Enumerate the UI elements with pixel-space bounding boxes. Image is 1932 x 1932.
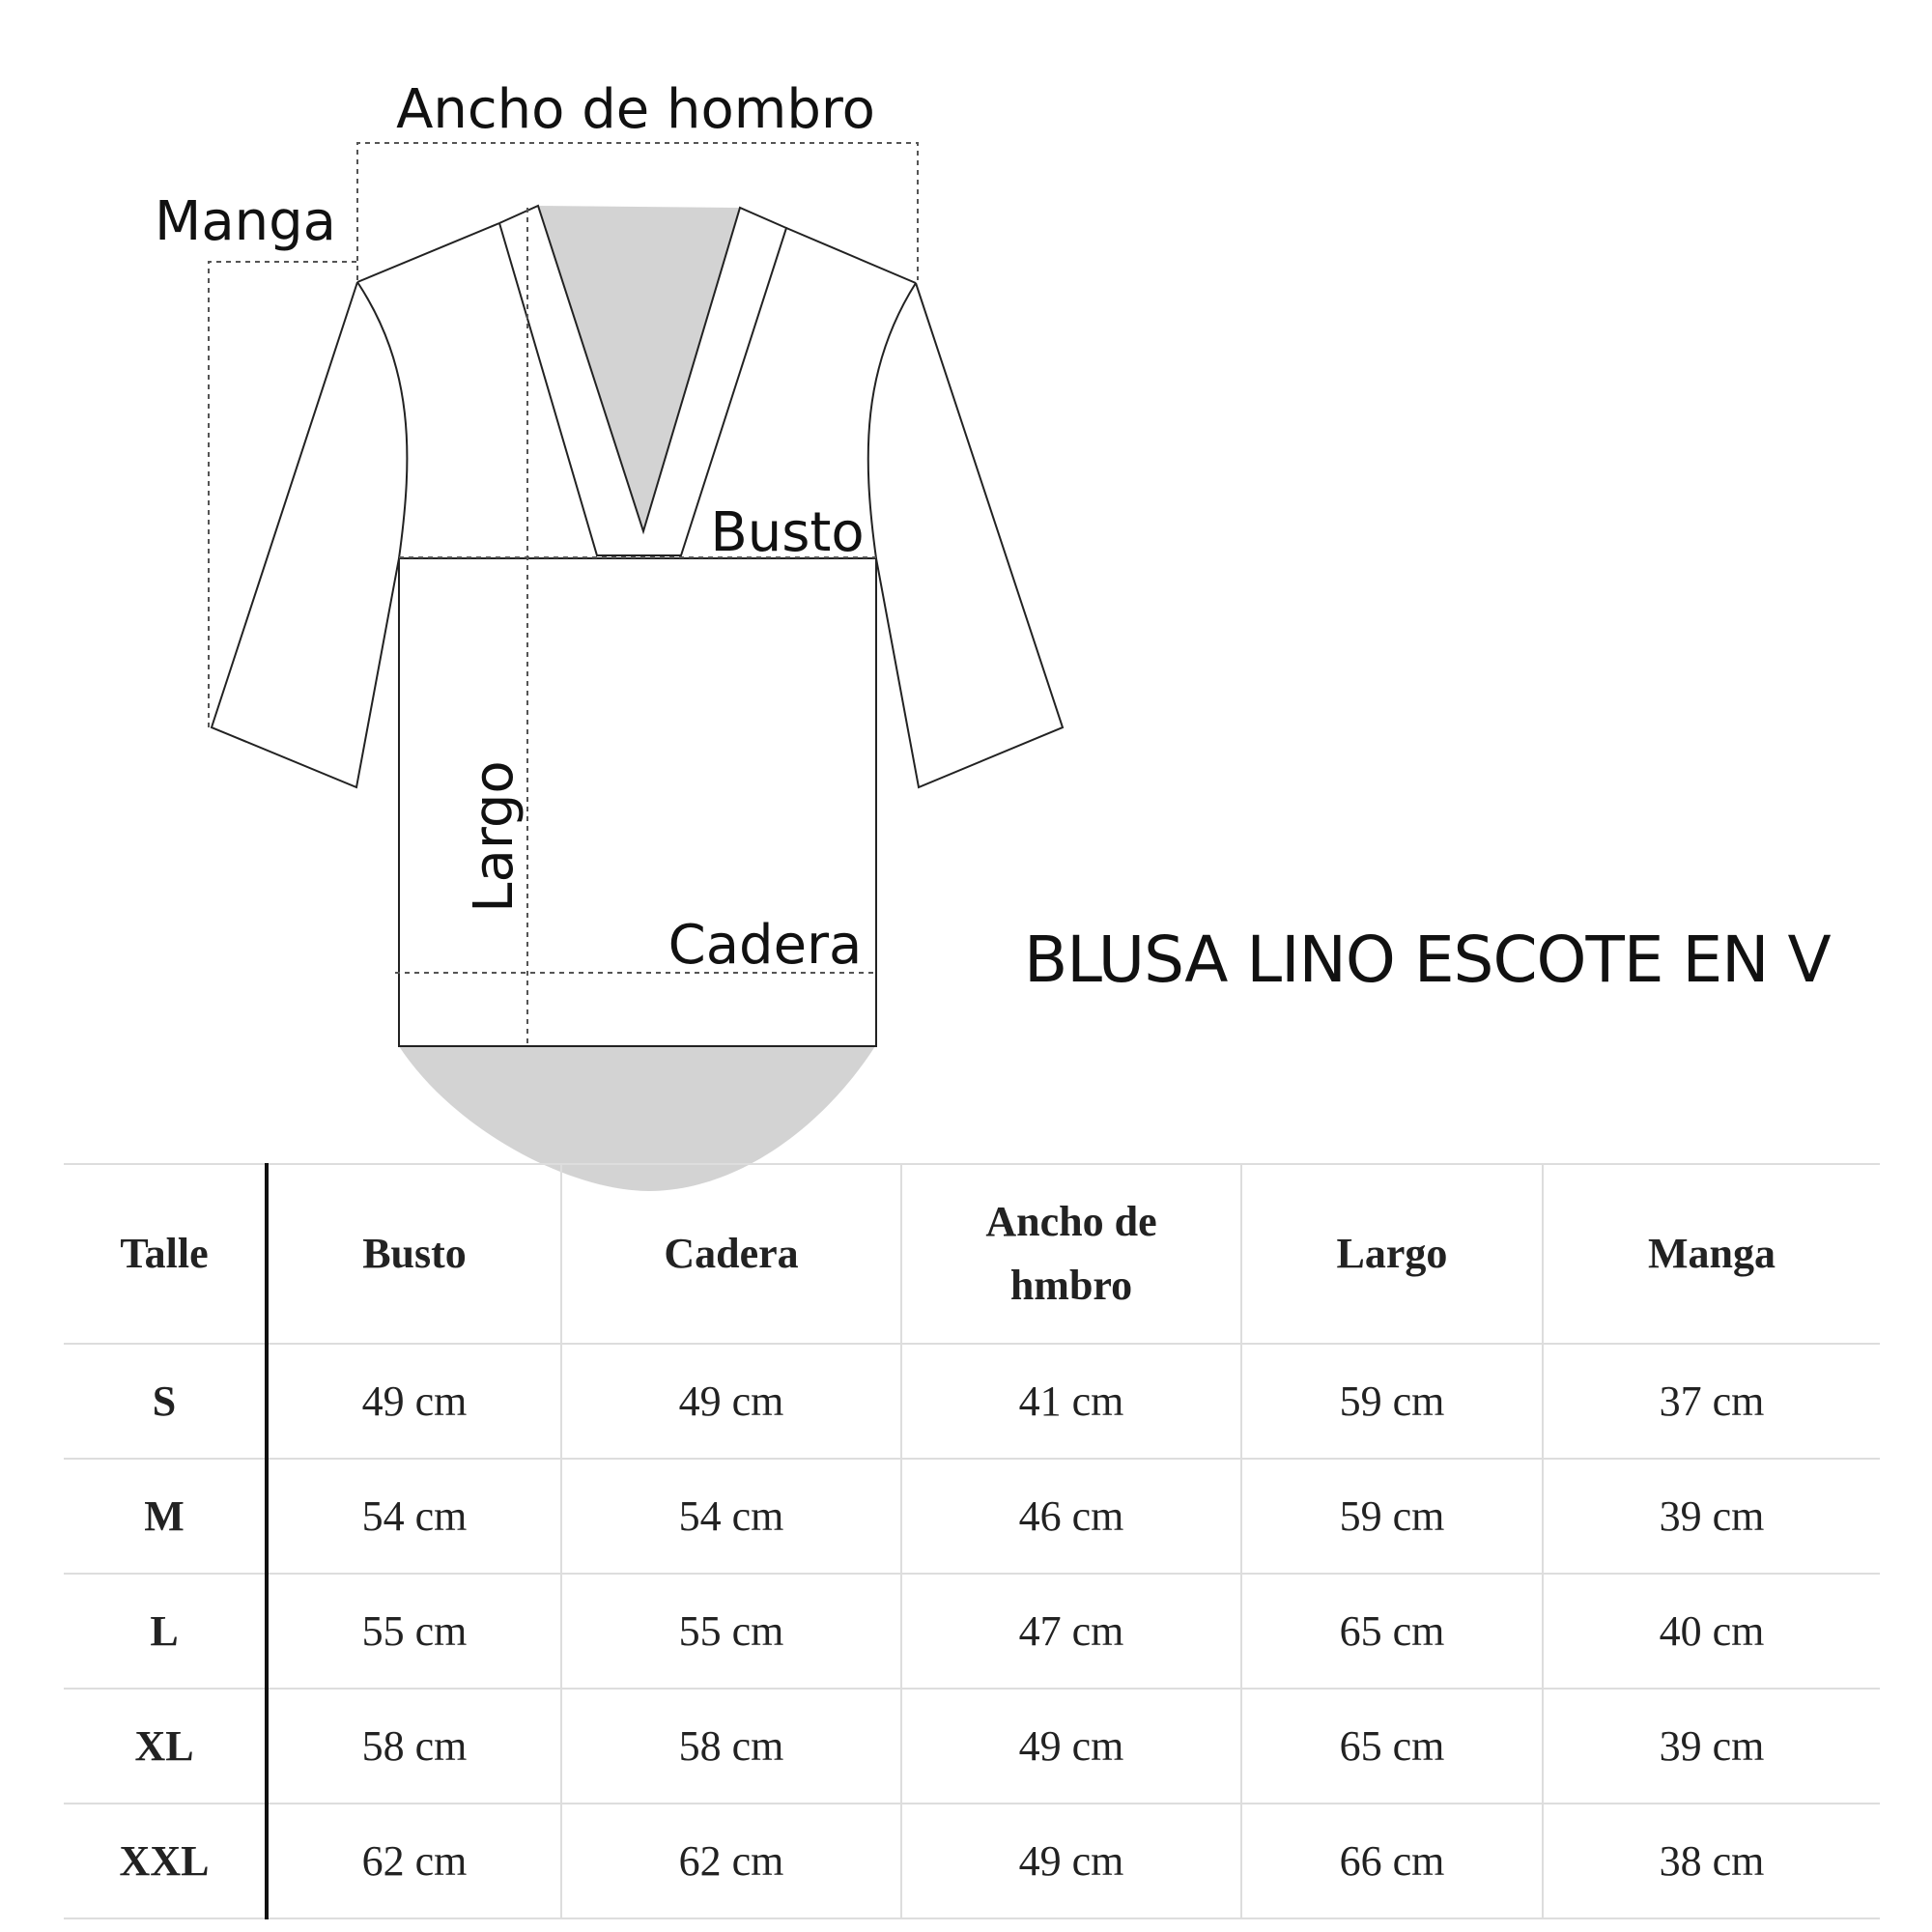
header-sleeve: Manga [1543, 1164, 1880, 1344]
sleeve-cell: 40 cm [1543, 1574, 1880, 1689]
sleeve-cell: 38 cm [1543, 1804, 1880, 1918]
length-label: Largo [463, 760, 526, 913]
bust-cell: 54 cm [267, 1459, 561, 1574]
bust-cell: 49 cm [267, 1344, 561, 1459]
hip-cell: 54 cm [561, 1459, 901, 1574]
shoulder-cell: 41 cm [901, 1344, 1241, 1459]
sleeve-cell: 37 cm [1543, 1344, 1880, 1459]
bust-cell: 62 cm [267, 1804, 561, 1918]
table-row [64, 1804, 1880, 1918]
length-cell: 59 cm [1241, 1344, 1543, 1459]
header-length: Largo [1241, 1164, 1543, 1344]
shoulder-cell: 49 cm [901, 1804, 1241, 1918]
hip-label: Cadera [668, 914, 863, 977]
shoulder-cell: 49 cm [901, 1689, 1241, 1804]
length-cell: 65 cm [1241, 1574, 1543, 1689]
sleeve-cell: 39 cm [1543, 1459, 1880, 1574]
back-neckline-shape [539, 206, 740, 531]
table-row [64, 1689, 1880, 1804]
table-row [64, 1574, 1880, 1689]
size-cell: S [64, 1344, 267, 1459]
length-cell: 59 cm [1241, 1459, 1543, 1574]
bust-cell: 55 cm [267, 1574, 561, 1689]
left-sleeve-outline [212, 282, 407, 787]
hip-cell: 55 cm [561, 1574, 901, 1689]
shoulder-label: Ancho de hombro [396, 78, 875, 141]
shoulder-cell: 46 cm [901, 1459, 1241, 1574]
hip-cell: 58 cm [561, 1689, 901, 1804]
size-cell: M [64, 1459, 267, 1574]
sleeve-cell: 39 cm [1543, 1689, 1880, 1804]
product-title: BLUSA LINO ESCOTE EN V [1024, 923, 1831, 997]
bust-label: Busto [710, 501, 865, 564]
header-hip: Cadera [561, 1164, 901, 1344]
length-cell: 66 cm [1241, 1804, 1543, 1918]
length-cell: 65 cm [1241, 1689, 1543, 1804]
size-cell: XL [64, 1689, 267, 1804]
shoulder-cell: 47 cm [901, 1574, 1241, 1689]
table-row [64, 1344, 1880, 1459]
size-table [64, 1163, 1880, 1919]
size-cell: XXL [64, 1804, 267, 1918]
hip-cell: 49 cm [561, 1344, 901, 1459]
table-header-row [64, 1164, 1880, 1344]
header-shoulder: Ancho de hmbro [901, 1164, 1241, 1344]
right-shoulder-line [786, 228, 916, 283]
header-bust: Busto [267, 1164, 561, 1344]
bust-cell: 58 cm [267, 1689, 561, 1804]
size-cell: L [64, 1574, 267, 1689]
table-row [64, 1459, 1880, 1574]
sleeve-label: Manga [155, 190, 336, 253]
right-sleeve-outline [868, 283, 1063, 787]
hip-cell: 62 cm [561, 1804, 901, 1918]
left-shoulder-line [357, 223, 499, 282]
header-size: Talle [64, 1164, 267, 1344]
